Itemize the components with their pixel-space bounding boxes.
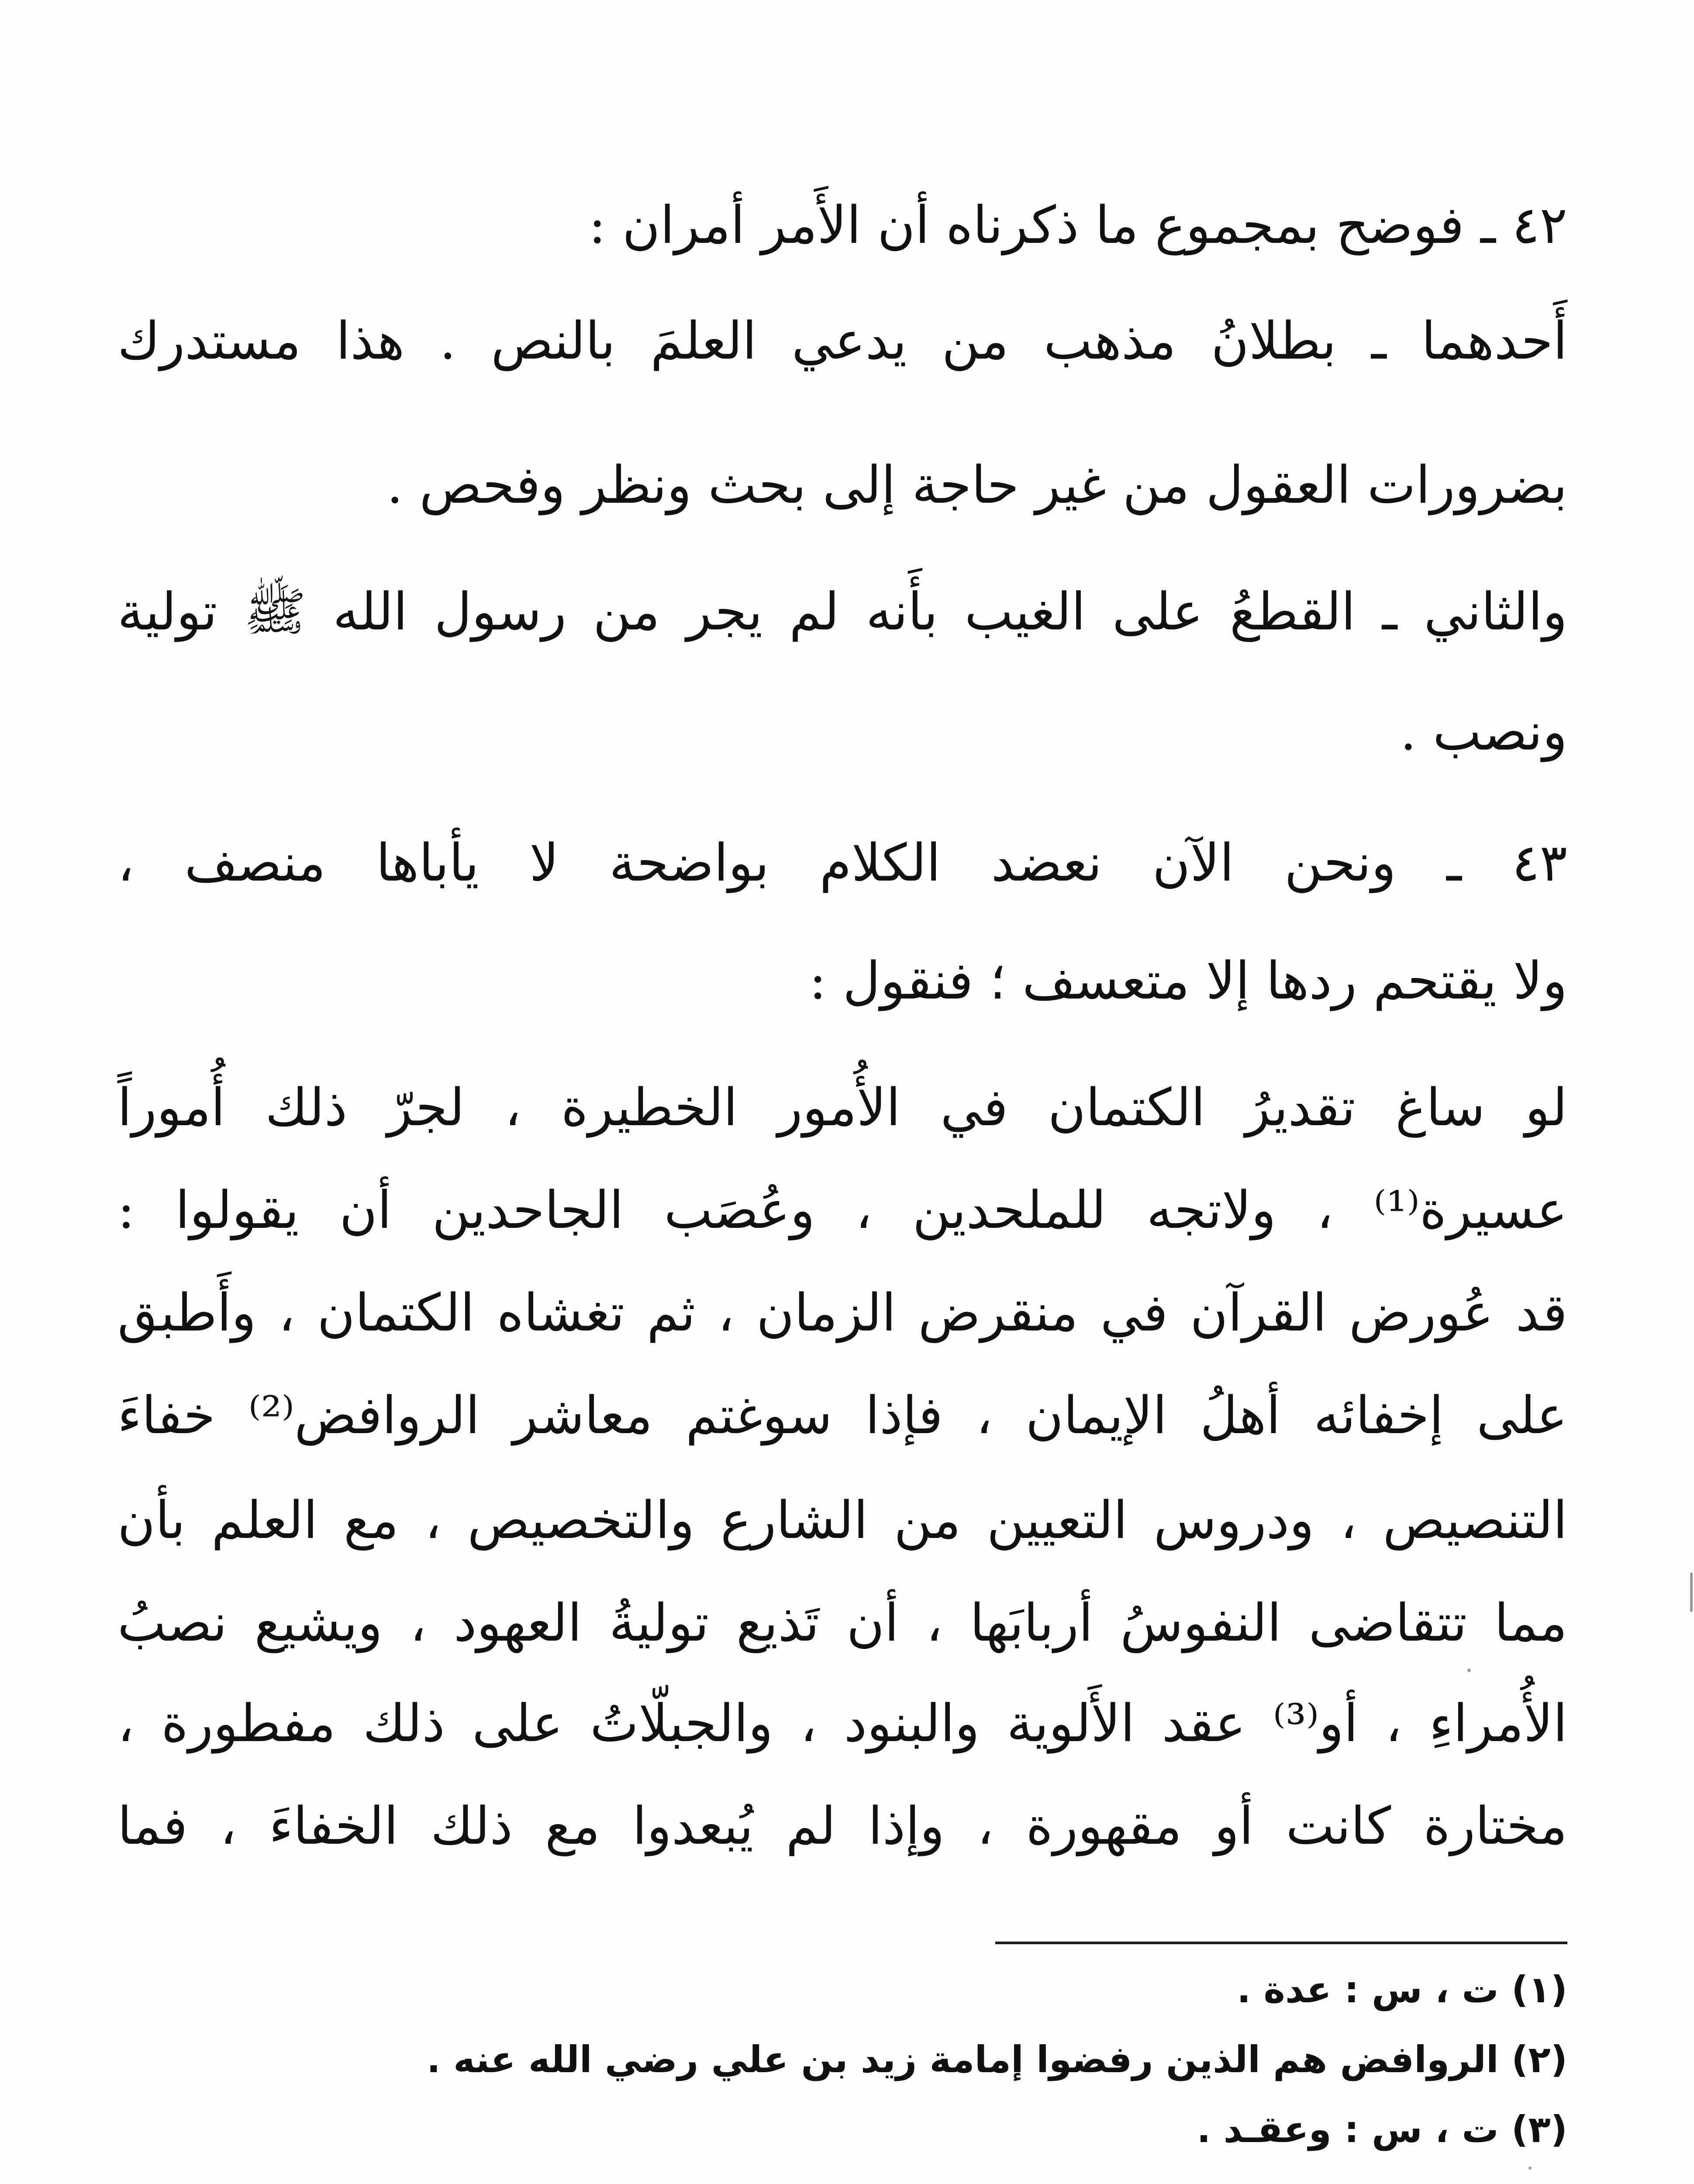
scan-speck: [1528, 2167, 1532, 2170]
body-line-3: بضرورات العقول من غير حاجة إلى بحث ونظر وفحص .: [386, 455, 1567, 515]
body-line-14: الأُمراءِ ، أو⁽³⁾ عقد الأَلوية والبنود ، والجبلّاتُ على ذلك مفطورة ،: [117, 1693, 1567, 1753]
body-line-15: مختارة كانت أو مقهورة ، وإذا لم يُبعدوا مع ذلك الخفاءَ ، فما: [117, 1796, 1567, 1856]
body-line-1: ٤٢ ـ فوضح بمجموع ما ذكرناه أن الأَمر أمران :: [588, 195, 1567, 255]
body-line-7: ولا يقتحم ردها إلا متعسف ؛ فنقول :: [809, 950, 1567, 1011]
body-line-13: مما تتقاضى النفوسُ أربابَها ، أن تَذيع توليةُ العهود ، ويشيع نصبُ: [117, 1593, 1567, 1653]
body-line-6: ٤٣ ـ ونحن الآن نعضد الكلام بواضحة لا يأباها منصف ،: [117, 833, 1567, 893]
body-line-9: عسيرة⁽¹⁾ ، ولاتجه للملحدين ، وعُصَب الجاحدين أن يقولوا :: [117, 1180, 1567, 1240]
body-line-2: أَحدهما ـ بطلانُ مذهب من يدعي العلمَ بالنص . هذا مستدرك: [117, 311, 1567, 371]
body-line-4: والثاني ـ القطعُ على الغيب بأَنه لم يجر من رسول الله ﷺ تولية: [117, 581, 1567, 642]
footnote-2: (٢) الروافض هم الذين رفضوا إمامة زيد بن علي رضي الله عنه .: [427, 2038, 1567, 2081]
body-line-10: قد عُورض القرآن في منقرض الزمان ، ثم تغشاه الكتمان ، وأَطبق: [117, 1282, 1567, 1343]
body-line-5: ونصب .: [1400, 702, 1567, 762]
scan-speck: [1690, 1572, 1693, 1612]
body-line-11: على إخفائه أهلُ الإيمان ، فإذا سوغتم معاشر الروافض⁽²⁾ خفاءَ: [117, 1385, 1567, 1445]
scan-speck: [1467, 1669, 1471, 1672]
footnote-3: (٣) ت ، س : وعقـد .: [1197, 2108, 1567, 2151]
footnote-1: (١) ت ، س : عدة .: [1237, 1968, 1567, 2011]
body-line-8: لو ساغ تقديرُ الكتمان في الأُمور الخطيرة ، لجرّ ذلك أُموراً: [117, 1077, 1567, 1137]
body-line-12: التنصيص ، ودروس التعيين من الشارع والتخصيص ، مع العلم بأن: [117, 1490, 1567, 1550]
footnote-separator: [995, 1942, 1567, 1944]
